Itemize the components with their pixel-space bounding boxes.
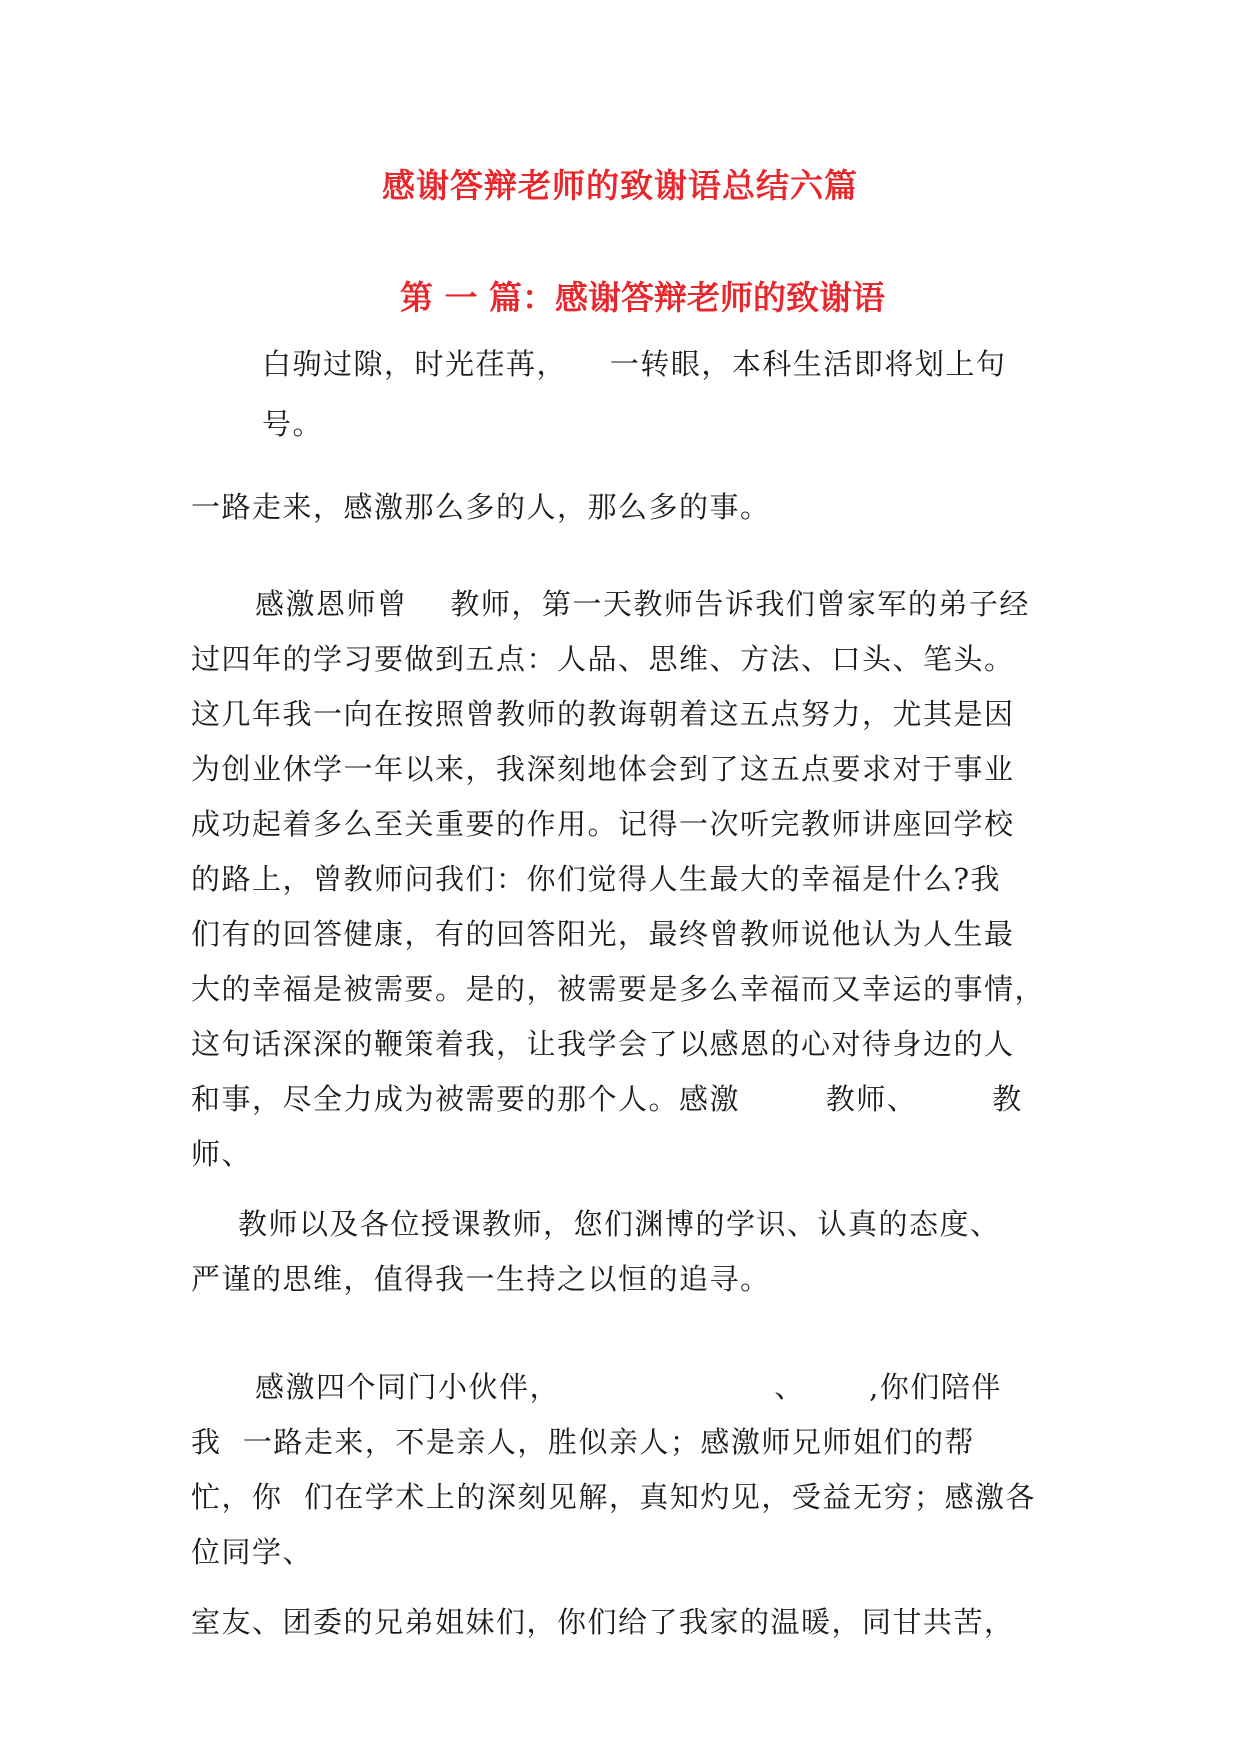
body-line: 严谨的思维，值得我一生持之以恒的追寻。 — [191, 1262, 771, 1296]
body-line: 感激四个同门小伙伴， 、 ,你们陪伴 — [255, 1370, 1002, 1404]
body-line: 这句话深深的鞭策着我，让我学会了以感恩的心对待身边的人 — [191, 1027, 1015, 1061]
body-line: 号。 — [262, 407, 324, 441]
document-title: 感谢答辩老师的致谢语总结六篇 — [382, 166, 858, 205]
body-line: 位同学、 — [191, 1535, 314, 1569]
body-line: 白驹过隙，时光荏苒， 一转眼，本科生活即将划上句 — [262, 347, 1007, 381]
body-line: 大的幸福是被需要。是的，被需要是多么幸福而又幸运的事情， — [191, 972, 1046, 1006]
body-line: 这几年我一向在按照曾教师的教诲朝着这五点努力，尤其是因 — [191, 697, 1015, 731]
body-line: 教师以及各位授课教师，您们渊博的学识、认真的态度、 — [238, 1207, 1001, 1241]
body-line: 和事，尽全力成为被需要的那个人。感激 教师、 教 — [191, 1082, 1023, 1116]
body-line: 感激恩师曾 教师，第一天教师告诉我们曾家军的弟子经 — [255, 587, 1030, 621]
section-title: 第 一 篇：感谢答辩老师的致谢语 — [400, 278, 885, 317]
body-line: 师、 — [191, 1137, 253, 1171]
body-line: 忙，你 们在学术上的深刻见解，真知灼见，受益无穷；感激各 — [191, 1480, 1036, 1514]
body-line: 过四年的学习要做到五点：人品、思维、方法、口头、笔头。 — [191, 642, 1015, 676]
body-line: 一路走来，感激那么多的人，那么多的事。 — [191, 490, 771, 524]
body-line: 为创业休学一年以来，我深刻地体会到了这五点要求对于事业 — [191, 752, 1015, 786]
body-line: 室友、团委的兄弟姐妹们，你们给了我家的温暖，同甘共苦， — [191, 1605, 1015, 1639]
body-line: 的路上，曾教师问我们：你们觉得人生最大的幸福是什么?我 — [191, 862, 1002, 896]
body-line: 我 一路走来，不是亲人，胜似亲人；感激师兄师姐们的帮 — [191, 1425, 975, 1459]
body-line: 成功起着多么至关重要的作用。记得一次听完教师讲座回学校 — [191, 807, 1015, 841]
body-line: 们有的回答健康，有的回答阳光，最终曾教师说他认为人生最 — [191, 917, 1015, 951]
